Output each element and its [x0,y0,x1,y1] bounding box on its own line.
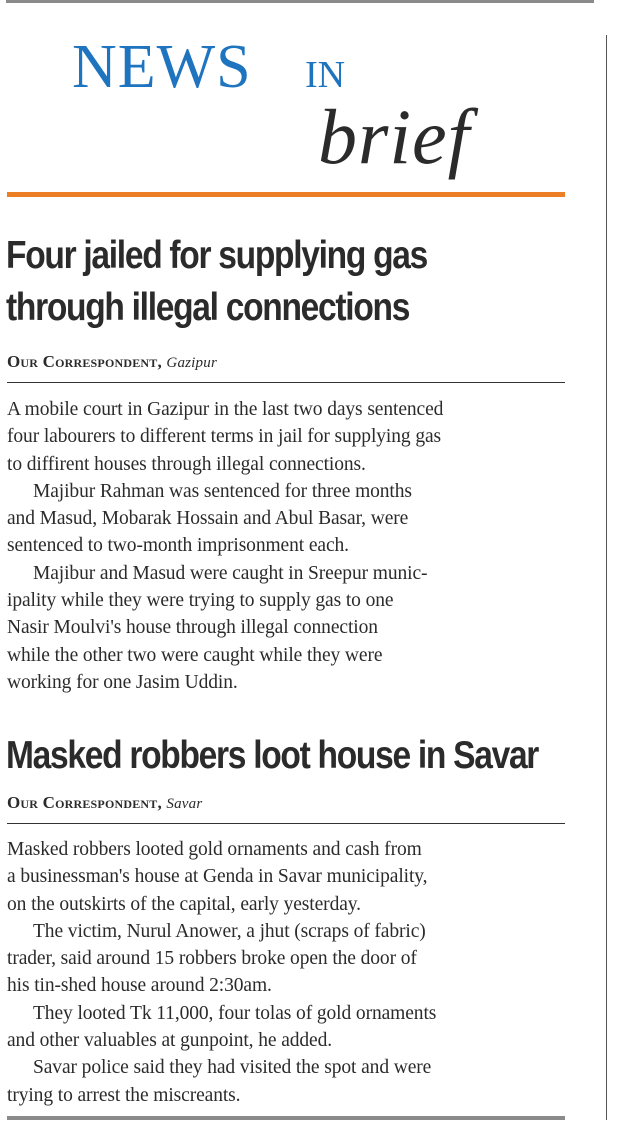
body-line: trader, said around 15 robbers broke open the door of [7,948,417,970]
masthead-brief: brief [318,93,471,180]
body-line: ipality while they were trying to supply gas to one [7,590,394,612]
column-rule [606,35,607,1120]
byline-author: Our Correspondent, [7,352,162,371]
body-line: trying to arrest the miscreants. [7,1084,241,1106]
masthead-divider [7,192,565,197]
body-line: They looted Tk 11,000, four tolas of gold ornaments [33,1002,437,1024]
body-line: his tin-shed house around 2:30am. [7,975,272,997]
body-line: and other valuables at gunpoint, he added. [7,1030,333,1052]
body-line: working for one Jasim Uddin. [7,671,238,693]
body-line: Majibur and Masud were caught in Sreepur munic- [33,562,428,584]
body-line: four labourers to different terms in jail for supplying gas [7,426,442,448]
top-rule [6,0,594,3]
body-line: and Masud, Mobarak Hossain and Abul Basar, were [7,508,409,530]
byline-author: Our Correspondent, [7,793,162,812]
body-line: Savar police said they had visited the spot and were [33,1057,432,1079]
article-2-byline [7,793,202,813]
article-2-headline [6,730,574,782]
article-1-body [7,396,563,696]
article-1-byline-rule [7,382,565,383]
headline-line: Masked robbers loot house in Savar [6,734,539,777]
body-line: A mobile court in Gazipur in the last two days sentenced [7,399,444,420]
body-line: while the other two were caught while they were [7,644,383,666]
body-line: to diffirent houses through illegal connections. [7,453,366,475]
body-line: a businessman's house at Genda in Savar municipality, [7,866,428,888]
article-1-headline [6,230,556,334]
body-line: sentenced to two-month imprisonment each. [7,535,349,557]
masthead-news: NEWS [72,33,252,101]
body-line: on the outskirts of the capital, early yesterday. [7,893,361,915]
body-line: Nasir Moulvi's house through illegal connection [7,617,378,639]
headline-line: Four jailed for supplying gas [6,234,428,277]
bottom-rule [7,1116,565,1120]
article-1-byline [7,352,217,372]
body-line: Majibur Rahman was sentenced for three months [33,480,412,502]
article-2-byline-rule [7,823,565,824]
byline-location: Savar [166,796,203,812]
masthead-in: IN [305,54,346,96]
headline-line: through illegal connections [6,286,410,329]
body-line: The victim, Nurul Anower, a jhut (scraps of fabric) [33,920,426,942]
section-masthead [72,33,512,180]
byline-location: Gazipur [166,355,217,371]
article-2-body [7,836,563,1109]
body-line: Masked robbers looted gold ornaments and cash from [7,839,422,860]
